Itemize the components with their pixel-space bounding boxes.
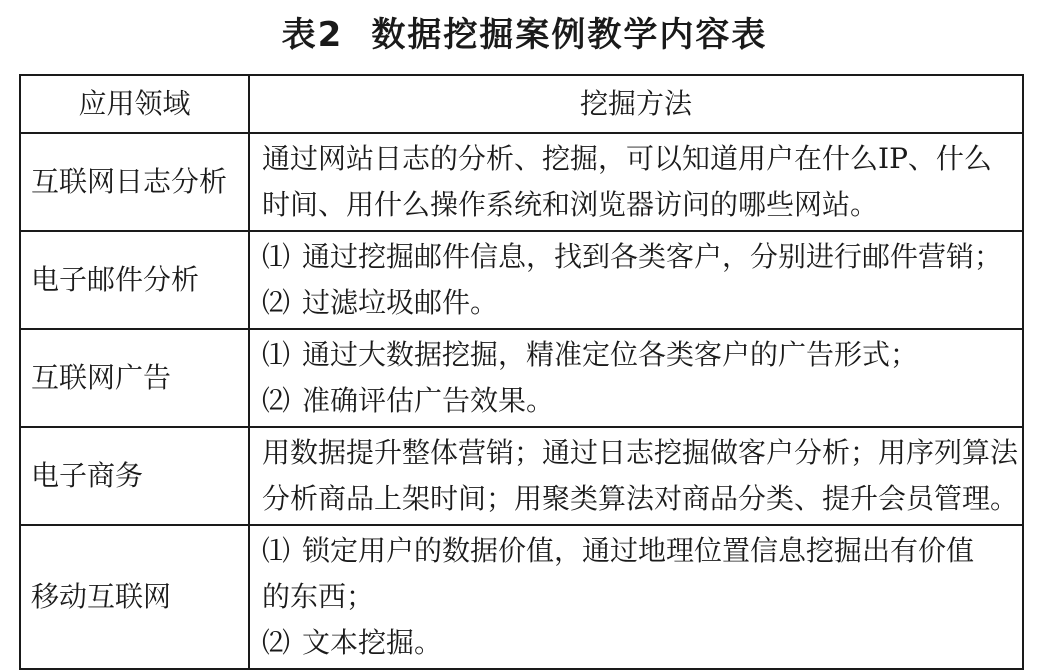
method-line <box>262 574 1012 620</box>
method-cell <box>249 133 1023 231</box>
field-cell: 电子邮件分析 <box>20 231 249 329</box>
table-header-row <box>20 75 1023 133</box>
table-title-text: 数据挖掘案例教学内容表 <box>371 15 768 55</box>
header-method: 挖掘方法 <box>249 75 1023 133</box>
table-row <box>20 231 1023 329</box>
data-mining-table <box>19 74 1024 670</box>
header-field: 应用领域 <box>20 75 249 133</box>
field-cell: 移动互联网 <box>20 525 249 669</box>
method-line <box>262 620 1012 666</box>
table-title <box>0 10 1049 60</box>
item-number: ⑵ <box>262 286 291 319</box>
method-line <box>262 528 1012 574</box>
method-text: 时间、用什么操作系统和浏览器访问的哪些网站。 <box>262 188 879 221</box>
method-line <box>262 234 1012 280</box>
item-number: ⑴ <box>262 534 291 567</box>
method-cell <box>249 525 1023 669</box>
table-row <box>20 329 1023 427</box>
method-line <box>262 280 1012 326</box>
table-row <box>20 133 1023 231</box>
item-number: ⑴ <box>262 338 291 371</box>
method-line <box>262 430 1019 476</box>
method-text: 过滤垃圾邮件。 <box>302 286 499 319</box>
method-cell <box>249 231 1023 329</box>
method-line <box>262 476 1019 522</box>
method-line <box>262 378 1012 424</box>
method-text: 通过大数据挖掘，精准定位各类客户的广告形式； <box>302 338 919 371</box>
item-number: ⑵ <box>262 384 291 417</box>
field-cell: 电子商务 <box>20 427 249 525</box>
table-number: 表2 <box>281 15 344 55</box>
method-text: 的东西； <box>262 580 375 613</box>
table-row <box>20 427 1023 525</box>
method-text: 锁定用户的数据价值，通过地理位置信息挖掘出有价值 <box>302 534 975 567</box>
method-cell <box>249 329 1023 427</box>
method-text: 通过挖掘邮件信息，找到各类客户，分别进行邮件营销； <box>302 240 1003 273</box>
table-row <box>20 525 1023 669</box>
item-number: ⑵ <box>262 626 291 659</box>
method-line <box>262 182 1012 228</box>
item-number: ⑴ <box>262 240 291 273</box>
field-cell: 互联网广告 <box>20 329 249 427</box>
method-text: 通过网站日志的分析、挖掘，可以知道用户在什么IP、什么 <box>262 142 992 175</box>
method-cell <box>249 427 1023 525</box>
method-line <box>262 136 1012 182</box>
field-cell: 互联网日志分析 <box>20 133 249 231</box>
method-text: 文本挖掘。 <box>302 626 443 659</box>
method-line <box>262 332 1012 378</box>
method-text: 用数据提升整体营销；通过日志挖掘做客户分析；用序列算法 <box>262 436 1019 469</box>
method-text: 分析商品上架时间；用聚类算法对商品分类、提升会员管理。 <box>262 482 1019 515</box>
method-text: 准确评估广告效果。 <box>302 384 555 417</box>
